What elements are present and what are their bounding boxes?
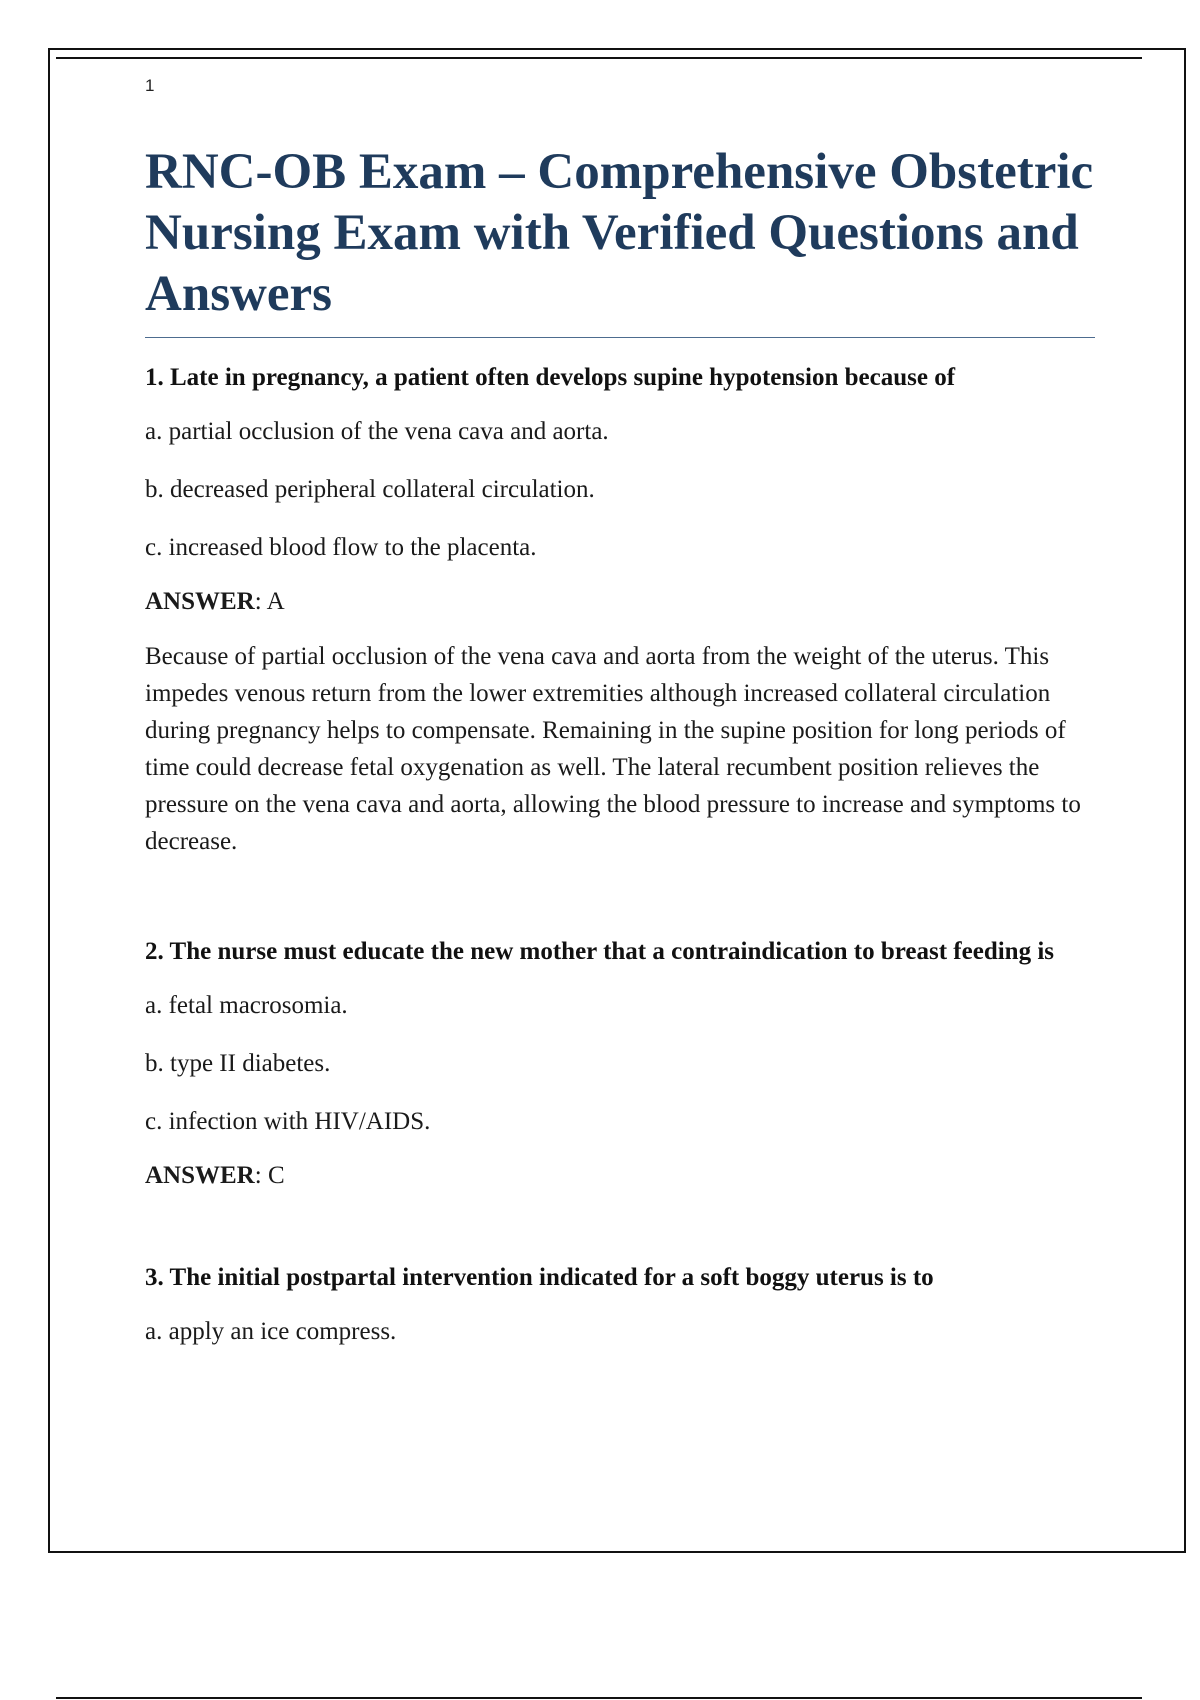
correct-answer — [145, 584, 1095, 620]
answer-option-c: c. increased blood flow to the placenta. — [145, 534, 537, 561]
document-title: RNC-OB Exam – Comprehensive Obstetric Nursing Exam with Verified Questions and Answers — [145, 142, 1095, 338]
next-page-top-rule — [56, 1697, 1142, 1699]
answer-option-a: a. fetal macrosomia. — [145, 992, 348, 1019]
page-top-rule — [56, 57, 1142, 59]
answer-label: ANSWER — [145, 1162, 255, 1189]
correct-answer — [145, 1158, 1095, 1194]
question-text: 3. The initial postpartal intervention indicated for a soft boggy uterus is to — [145, 1264, 934, 1291]
answer-value: : A — [254, 588, 285, 615]
question-text: 2. The nurse must educate the new mother that a contraindication to breast feeding is — [145, 938, 1054, 965]
question-block-2 — [145, 934, 1095, 1194]
answer-explanation: Because of partial occlusion of the vena cava and aorta from the weight of the uterus. This impedes venous return from the lower extremities although increased collateral circulation during pregnancy helps to compensate. Remaining in the supine position for long periods of time could decrease fetal oxygenation as well. The lateral recumbent position relieves the pressure on the vena cava and aorta, allowing the blood pressure to increase and symptoms to decrease. — [145, 643, 1081, 855]
question-text: 1. Late in pregnancy, a patient often develops supine hypotension because of — [145, 364, 956, 391]
answer-option-b: b. decreased peripheral collateral circulation. — [145, 476, 595, 503]
answer-option-a: a. partial occlusion of the vena cava and aorta. — [145, 418, 609, 445]
question-block-1 — [145, 360, 1095, 860]
answer-option-c: c. infection with HIV/AIDS. — [145, 1108, 431, 1135]
document-body — [145, 142, 1095, 1350]
page-number: 1 — [145, 76, 155, 95]
answer-option-b: b. type II diabetes. — [145, 1050, 331, 1077]
question-block-3 — [145, 1260, 1095, 1350]
answer-value: : C — [254, 1162, 285, 1189]
answer-label: ANSWER — [145, 588, 255, 615]
answer-option-a: a. apply an ice compress. — [145, 1318, 397, 1345]
